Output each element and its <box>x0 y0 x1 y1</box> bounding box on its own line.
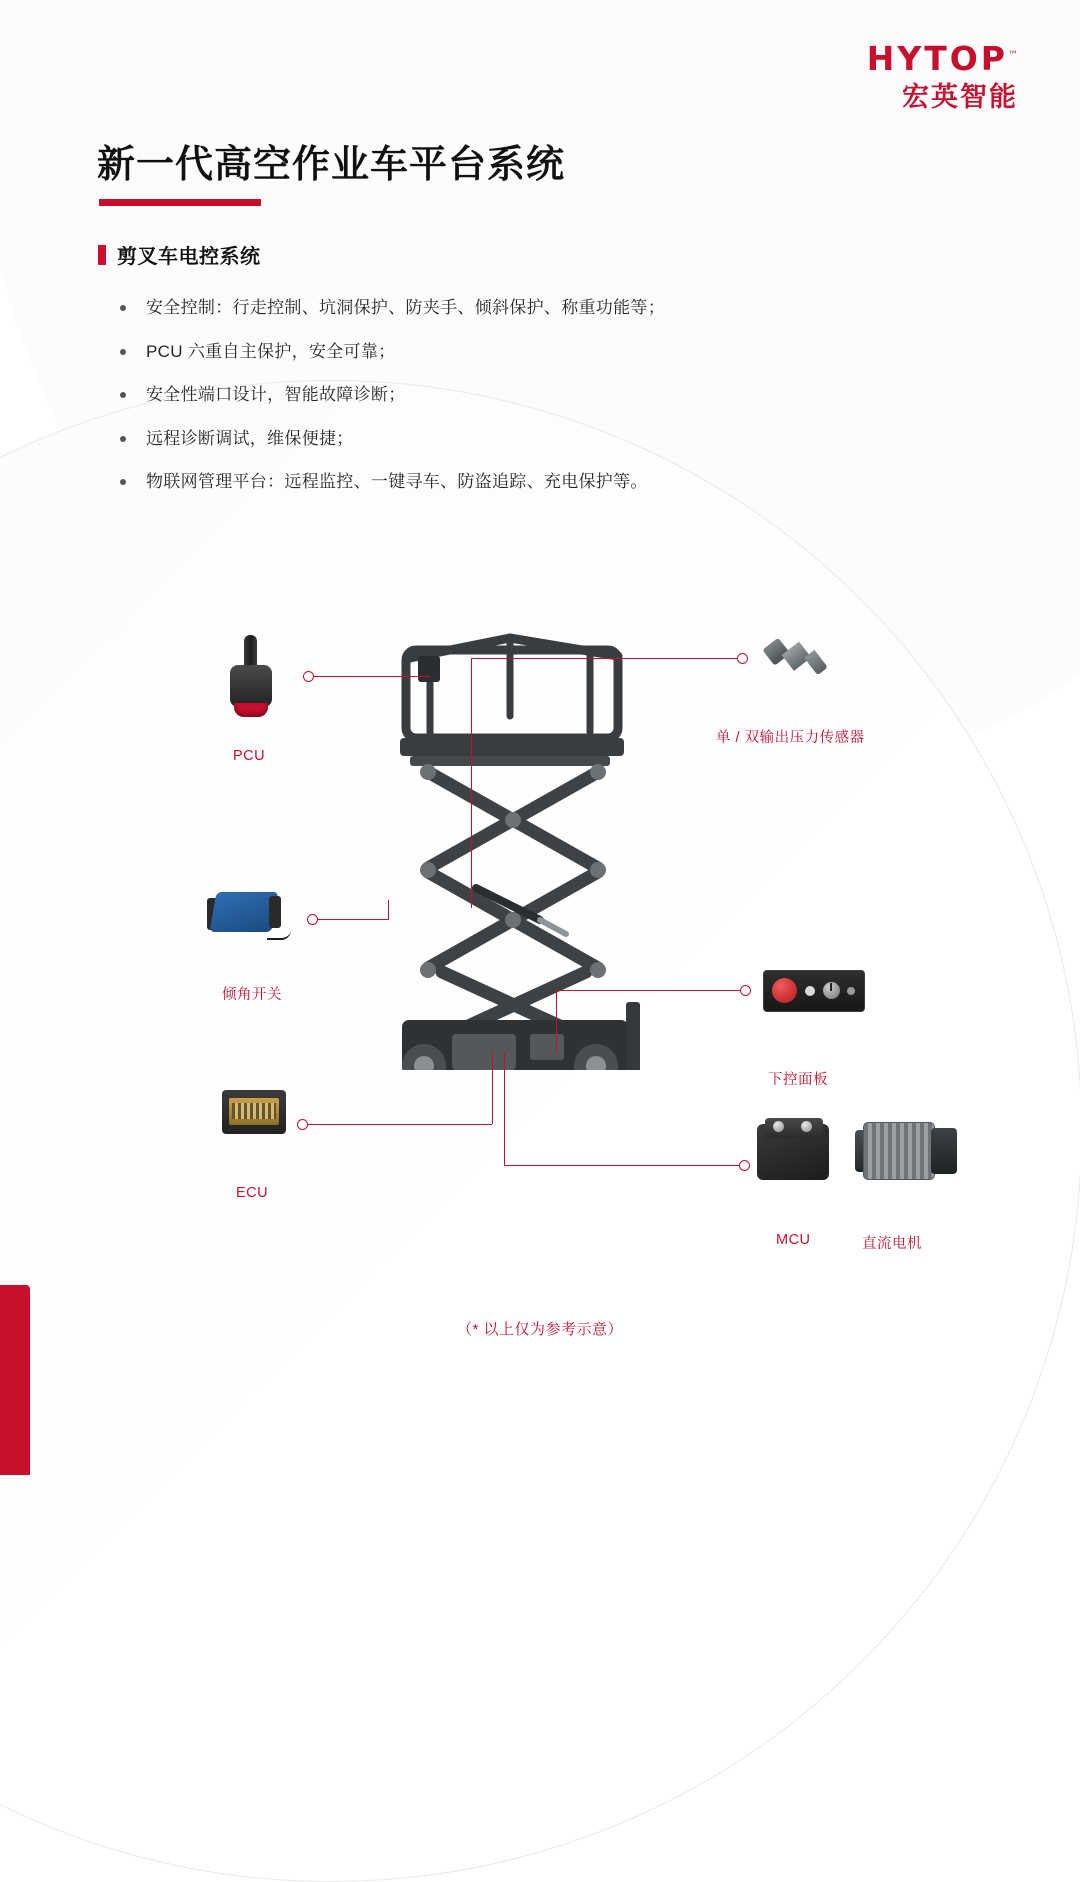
bullet-icon <box>120 392 126 398</box>
feature-list <box>120 295 920 513</box>
ecu-product-image <box>222 1090 286 1134</box>
bullet-icon <box>120 305 126 311</box>
leader-line-tilt-vert <box>388 900 389 920</box>
brand-wordmark <box>866 39 1018 78</box>
label-dc-motor: 直流电机 <box>862 1236 922 1252</box>
corner-accent-bar <box>0 1285 30 1475</box>
label-lower-control-panel: 下控面板 <box>768 1072 828 1088</box>
leader-line-mcu-vert <box>504 1052 505 1165</box>
panel-indicator-icon <box>847 987 855 995</box>
node-dot-mcu <box>739 1160 750 1171</box>
label-tilt-switch: 倾角开关 <box>222 987 282 1003</box>
joystick-lever-icon <box>244 635 257 669</box>
panel-selector-knob-icon <box>823 982 840 999</box>
list-item-label: 安全性端口设计，智能故障诊断； <box>146 385 406 404</box>
leader-line-panel-vert <box>556 990 557 1052</box>
ecu-pins <box>232 1103 276 1119</box>
tilt-switch-product-image <box>205 888 285 942</box>
sensor-tip <box>804 650 828 675</box>
footnote: （* 以上仅为参考示意） <box>456 1321 623 1338</box>
motor-brush-housing <box>931 1128 957 1174</box>
label-pcu: PCU <box>233 748 266 764</box>
motor-body <box>863 1122 935 1180</box>
list-item <box>120 339 920 365</box>
mcu-terminal-post <box>801 1121 812 1132</box>
joystick-base <box>234 703 268 717</box>
leader-line-ecu <box>306 1124 492 1125</box>
node-dot-pcu <box>303 671 314 682</box>
tilt-bracket-right <box>269 896 281 928</box>
node-dot-pressure-sensor <box>737 653 748 664</box>
brand-logo <box>758 39 1018 112</box>
section-heading <box>98 240 261 269</box>
product-diagram <box>0 600 1080 1300</box>
list-item <box>120 469 920 495</box>
section-marker <box>98 245 106 265</box>
trademark-symbol: ™ <box>1008 50 1018 61</box>
mcu-product-image <box>757 1118 835 1186</box>
pcu-product-image <box>228 635 274 725</box>
lower-control-panel-product-image <box>763 970 865 1012</box>
list-item <box>120 295 920 321</box>
dc-motor-product-image <box>855 1116 963 1186</box>
list-item <box>120 382 920 408</box>
leader-line-pcu <box>312 676 430 677</box>
list-item-label: 安全控制：行走控制、坑洞保护、防夹手、倾斜保护、称重功能等； <box>146 298 665 317</box>
list-item-label: 远程诊断调试，维保便捷； <box>146 428 354 448</box>
list-item-label: 物联网管理平台：远程监控、一键寻车、防盗追踪、充电保护等。 <box>146 472 648 491</box>
label-pressure-sensor: 单 / 双输出压力传感器 <box>716 730 865 746</box>
tilt-cable <box>267 928 291 940</box>
pressure-sensor-product-image <box>757 611 841 696</box>
node-dot-ecu <box>297 1119 308 1130</box>
leader-line-tilt-top <box>316 919 388 920</box>
node-dot-tilt-switch <box>307 914 318 925</box>
node-dot-panel <box>740 985 751 996</box>
mcu-terminal-post <box>773 1121 784 1132</box>
brand-wordmark-text: HYTOP <box>866 39 1008 78</box>
leader-line-pressure-sensor <box>472 658 738 659</box>
bullet-icon <box>120 479 126 485</box>
emergency-stop-icon <box>772 978 797 1003</box>
leader-line-panel <box>556 990 742 991</box>
scissor-lift-illustration <box>390 620 660 1070</box>
joystick-body <box>230 665 272 707</box>
brand-chinese-name: 宏英智能 <box>902 82 1018 112</box>
bullet-icon <box>120 349 126 355</box>
list-item-label: PCU 六重自主保护，安全可靠； <box>146 341 396 361</box>
bullet-icon <box>120 436 126 442</box>
page-title: 新一代高空作业车平台系统 <box>97 144 566 186</box>
label-ecu: ECU <box>236 1185 269 1201</box>
label-mcu: MCU <box>776 1232 811 1248</box>
title-underline <box>99 199 261 206</box>
panel-button-icon <box>805 986 815 996</box>
leader-line-pressure-vert <box>471 658 472 908</box>
list-item <box>120 426 920 452</box>
section-heading-label: 剪叉车电控系统 <box>117 246 261 268</box>
leader-line-ecu-vert <box>492 1050 493 1124</box>
leader-line-mcu <box>504 1165 740 1166</box>
